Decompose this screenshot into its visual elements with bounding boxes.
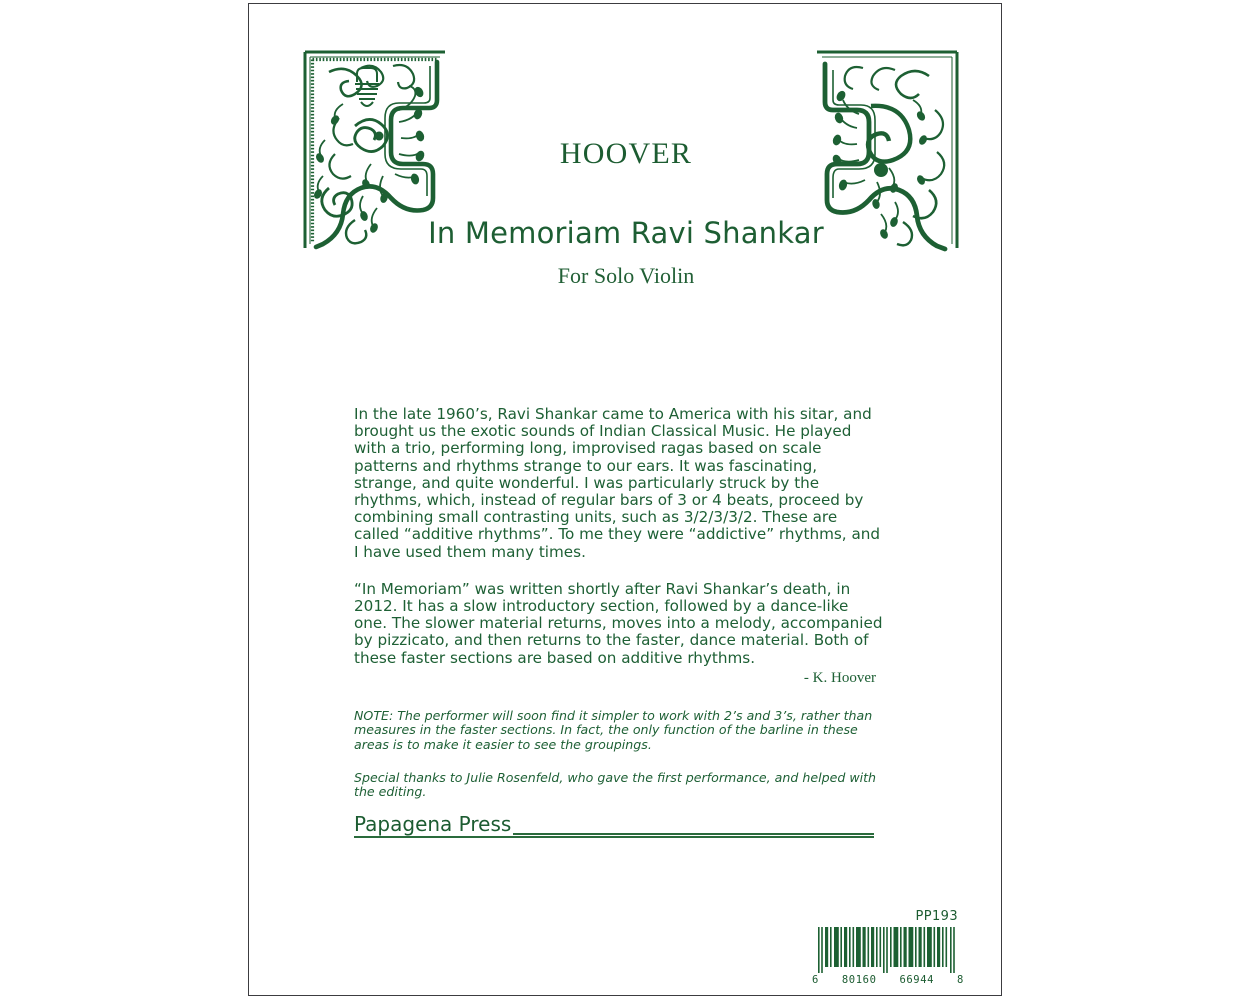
barcode-block (806, 909, 966, 986)
program-notes (354, 406, 884, 818)
barcode-digit-left: 6 (812, 974, 819, 986)
program-note-paragraph-1: In the late 1960’s, Ravi Shankar came to America with his sitar, and brought us the exotic sounds of Indian Classical Music. He played with a trio, performing long, improvised ragas based on scale patterns and rhythms strange to our ears. It was fascinating, strange, and quite wonderful. I was particularly struck by the rhythms, which, instead of regular bars of 3 or 4 beats, proceed by combining small contrasting units, such as 3/2/3/3/2. These are called “additive rhythms”. To me they were “addictive” rhythms, and I have used them many times. (354, 405, 881, 561)
page-title: In Memoriam Ravi Shankar (428, 216, 824, 250)
publisher-underline-divider (354, 836, 874, 838)
publisher-rule-divider (513, 833, 874, 835)
publisher-row (354, 812, 874, 837)
barcode-digit-right: 8 (957, 974, 964, 986)
barcode-icon (818, 927, 958, 973)
catalog-number: PP193 (915, 909, 958, 924)
instrumentation-subtitle: For Solo Violin (557, 263, 695, 288)
composer-name: HOOVER (559, 137, 693, 170)
publisher-name: Papagena Press (354, 812, 512, 836)
sheet-music-cover-page (248, 3, 1002, 996)
barcode-digit-group-1: 80160 (841, 974, 877, 986)
barcode-digits (812, 974, 964, 986)
author-attribution: - K. Hoover (803, 669, 876, 686)
acknowledgement-note: Special thanks to Julie Rosenfeld, who gave the first performance, and helped with the editing. (354, 769, 877, 800)
barcode-digit-group-2: 66944 (899, 974, 935, 986)
performer-note: NOTE: The performer will soon find it simpler to work with 2’s and 3’s, rather than measures in the faster sections. In fact, the only function of the barline in these areas is to make it easier to see the groupings. (354, 707, 873, 753)
program-note-paragraph-2: “In Memoriam” was written shortly after Ravi Shankar’s death, in 2012. It has a slow introductory section, followed by a dance-like one. The slower material returns, moves into a melody, accompanied by pizzicato, and then returns to the faster, dance material. Both of these faster sections are based on additive rhythms. (354, 579, 883, 667)
